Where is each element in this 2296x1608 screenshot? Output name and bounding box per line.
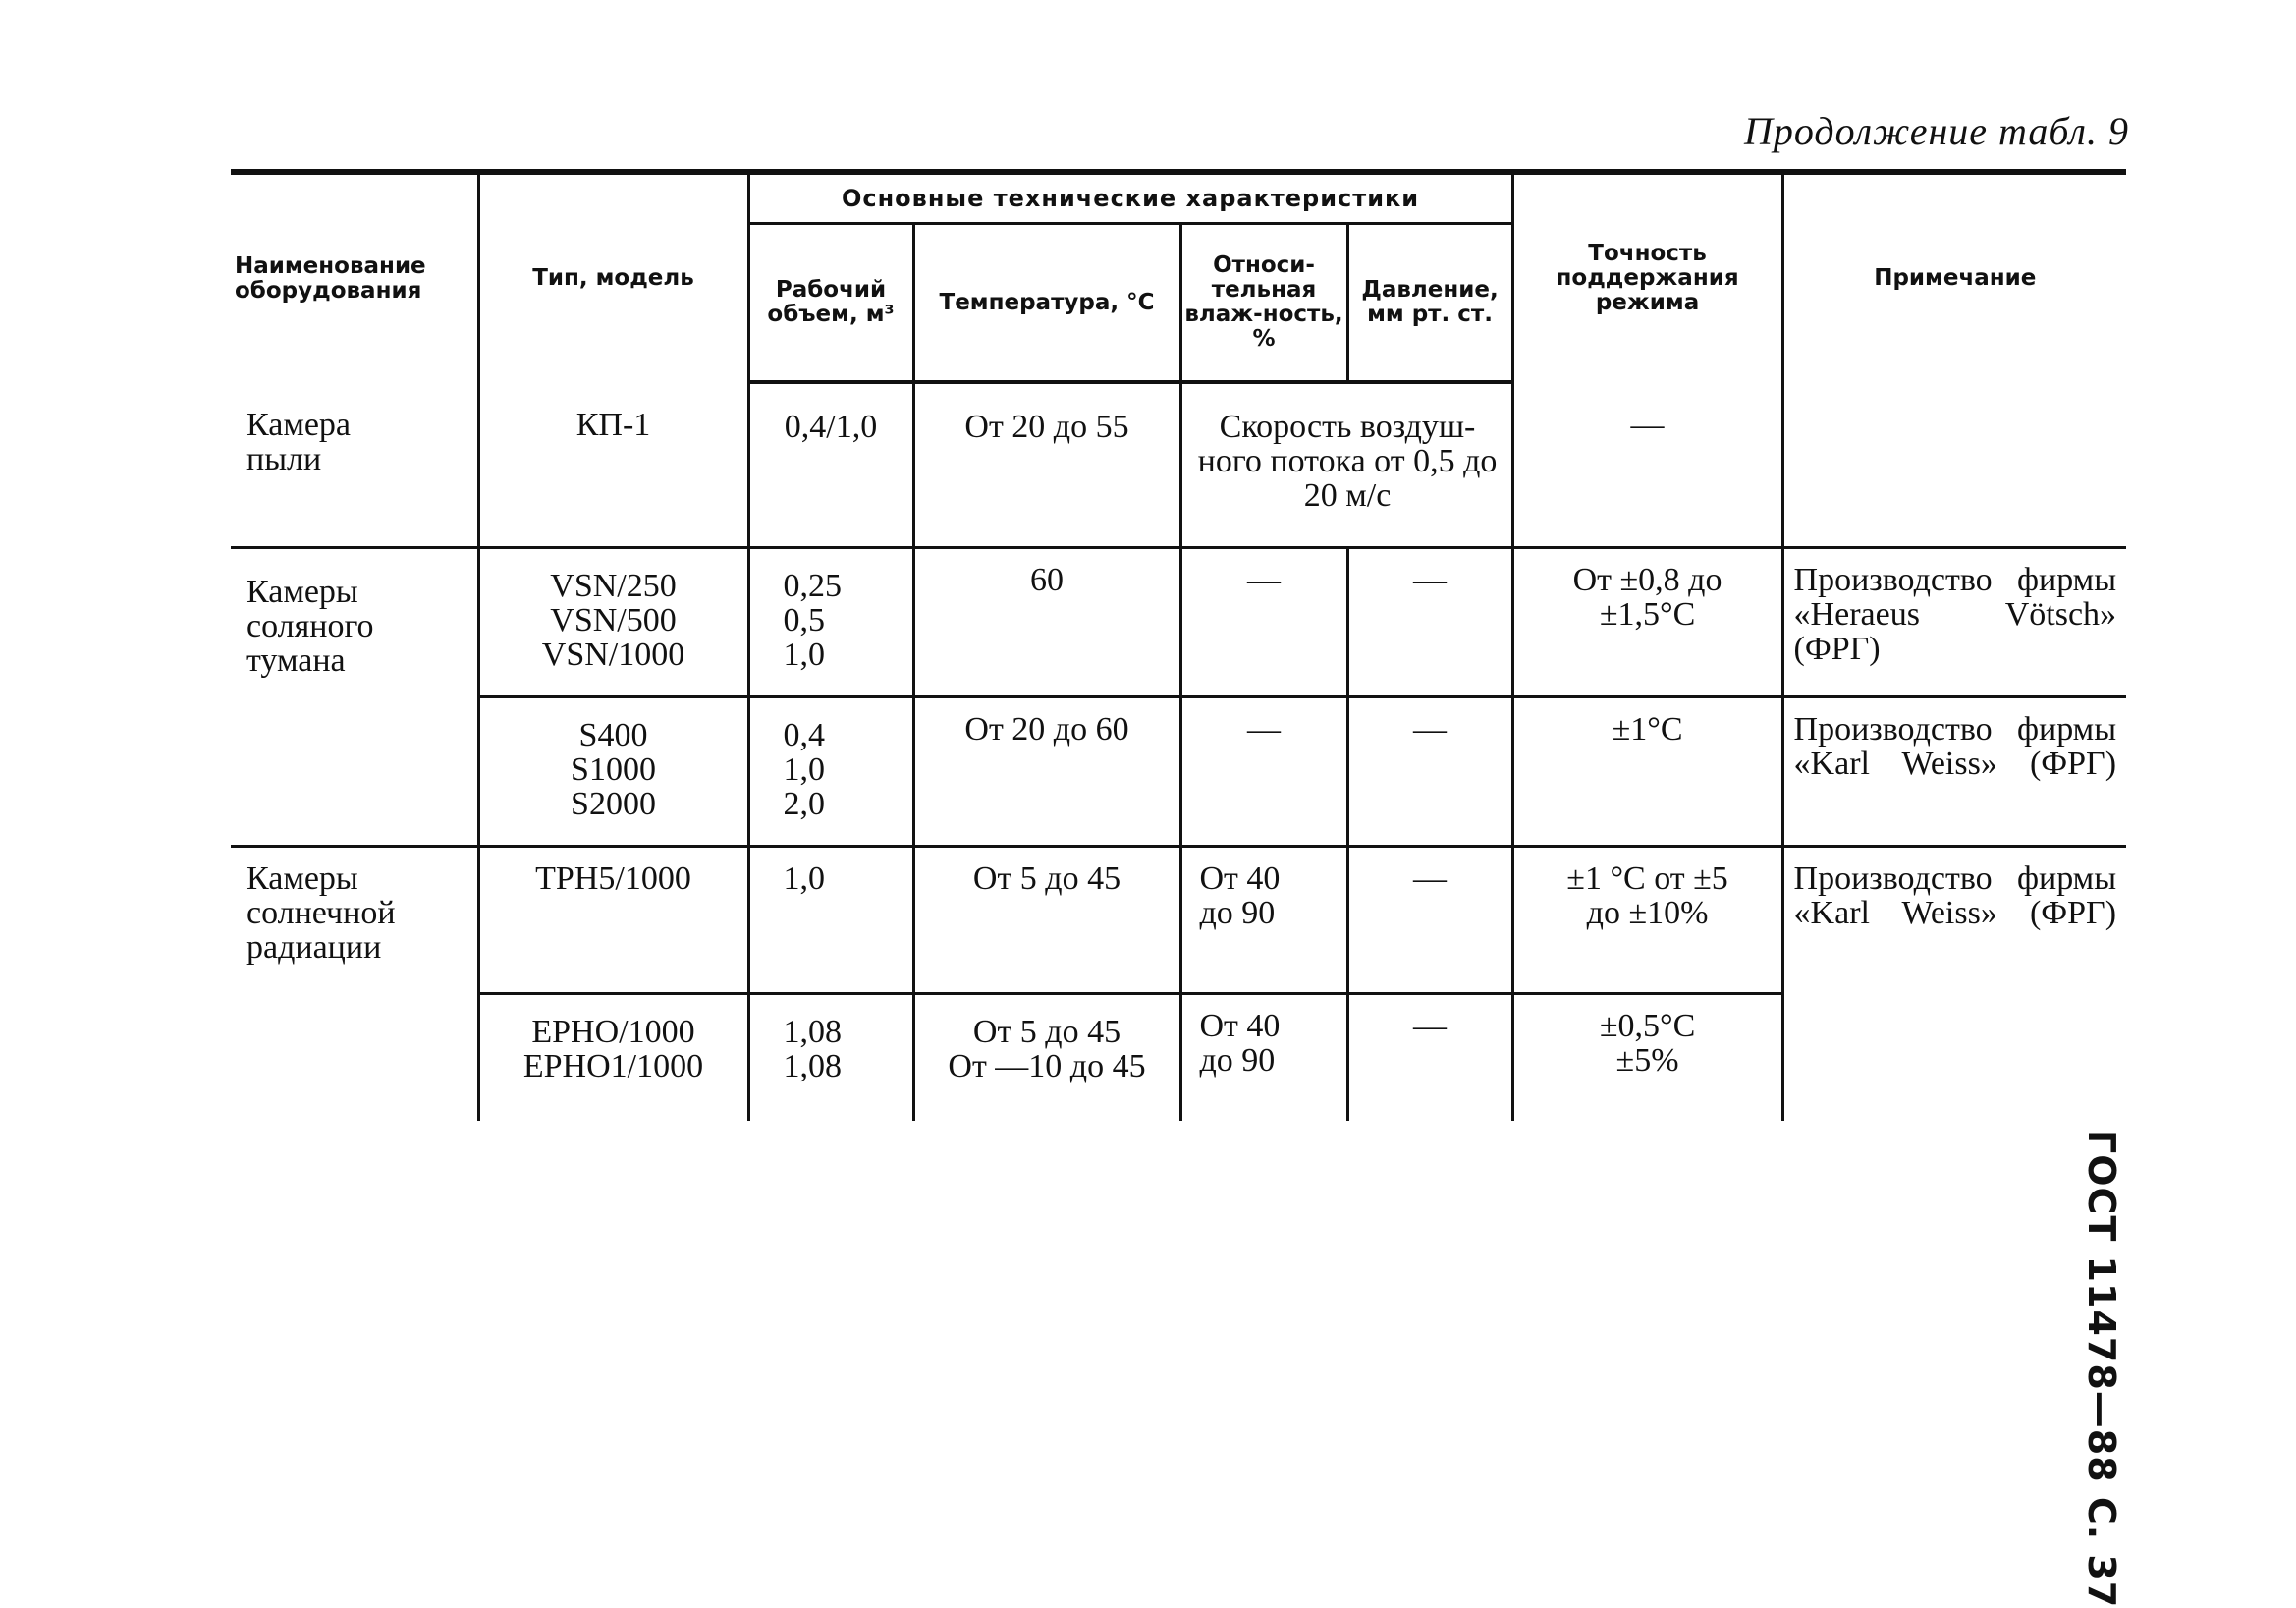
cell-pressure: —: [1347, 696, 1512, 846]
cell-note: Производство фирмы «Karl Weiss» (ФРГ): [1782, 846, 2126, 1121]
header-volume: Рабочий объем, м³: [748, 224, 913, 383]
cell-volume: 1,08 1,08: [748, 993, 913, 1121]
cell-model: EPHO/1000 EPHO1/1000: [478, 993, 748, 1121]
cell-volume: 0,4 1,0 2,0: [748, 696, 913, 846]
header-humidity: Относи-тельная влаж-ность, %: [1180, 224, 1347, 383]
cell-model: КП-1: [478, 382, 748, 547]
cell-name: Камеры соляного тумана: [231, 547, 478, 846]
header-group: Основные технические характеристики: [748, 172, 1512, 224]
cell-volume: 1,0: [748, 846, 913, 993]
cell-accuracy: От ±0,8 до ±1,5°С: [1512, 547, 1782, 696]
header-name: Наименование оборудования: [231, 172, 478, 382]
cell-volume: 0,4/1,0: [748, 382, 913, 547]
cell-name: Камера пыли: [231, 382, 478, 547]
cell-accuracy: ±1 °С от ±5 до ±10%: [1512, 846, 1782, 993]
cell-name: Камеры солнечной радиации: [231, 846, 478, 1121]
header-note: Примечание: [1782, 172, 2126, 382]
cell-temperature: От 5 до 45 От —10 до 45: [913, 993, 1180, 1121]
cell-volume: 0,25 0,5 1,0: [748, 547, 913, 696]
table-row: [231, 547, 2126, 696]
header-pressure: Давление, мм рт. ст.: [1347, 224, 1512, 383]
cell-temperature: От 20 до 55: [913, 382, 1180, 547]
cell-note: Производство фирмы «Heraeus Vötsch» (ФРГ): [1782, 547, 2126, 696]
equipment-table: [231, 169, 2126, 1121]
table-row: [231, 846, 2126, 993]
document-code-page: ГОСТ 11478—88 С. 37: [2080, 1130, 2123, 1608]
header-model: Тип, модель: [478, 172, 748, 382]
cell-humidity: —: [1180, 547, 1347, 696]
table-row: [231, 382, 2126, 547]
cell-airflow-merged: Скорость воздуш-ного потока от 0,5 до 20 м/с: [1180, 382, 1512, 547]
cell-note: [1782, 382, 2126, 547]
cell-temperature: От 20 до 60: [913, 696, 1180, 846]
cell-accuracy: ±1°С: [1512, 696, 1782, 846]
cell-pressure: —: [1347, 846, 1512, 993]
cell-model: S400 S1000 S2000: [478, 696, 748, 846]
cell-temperature: От 5 до 45: [913, 846, 1180, 993]
header-accuracy: Точность поддержания режима: [1512, 172, 1782, 382]
cell-pressure: —: [1347, 993, 1512, 1121]
cell-model: TPH5/1000: [478, 846, 748, 993]
cell-note: Производство фирмы «Karl Weiss» (ФРГ): [1782, 696, 2126, 846]
cell-temperature: 60: [913, 547, 1180, 696]
cell-humidity: От 40 до 90: [1180, 993, 1347, 1121]
cell-pressure: —: [1347, 547, 1512, 696]
cell-humidity: От 40 до 90: [1180, 846, 1347, 993]
header-temperature: Температура, °С: [913, 224, 1180, 383]
table-row: [231, 696, 2126, 846]
table-continuation-label: Продолжение табл. 9: [1743, 109, 2129, 153]
cell-model: VSN/250 VSN/500 VSN/1000: [478, 547, 748, 696]
cell-accuracy: ±0,5°С ±5%: [1512, 993, 1782, 1121]
cell-accuracy: —: [1512, 382, 1782, 547]
cell-humidity: —: [1180, 696, 1347, 846]
